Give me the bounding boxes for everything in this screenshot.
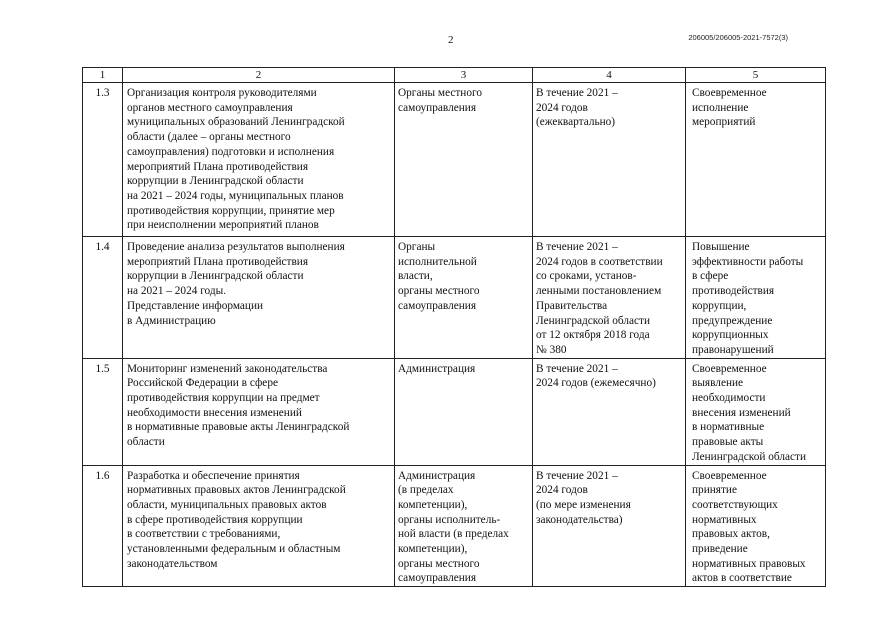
activity-cell: Проведение анализа результатов выполнения мероприятий Плана противодействия коррупции в Ленинградской области на 2021 – 2024 годы. Представление информации в Администрацию xyxy=(123,237,395,359)
anti-corruption-plan-table xyxy=(82,67,826,587)
result-cell: Повышение эффективности работы в сфере противодействия коррупции, предупреждение коррупционных правонарушений xyxy=(686,237,826,359)
column-header: 3 xyxy=(395,68,533,83)
executors-cell: Органы местного самоуправления xyxy=(395,83,533,237)
executors-cell: Органы исполнительной власти, органы местного самоуправления xyxy=(395,237,533,359)
deadline-cell: В течение 2021 – 2024 годов (ежемесячно) xyxy=(533,358,686,465)
column-header: 5 xyxy=(686,68,826,83)
executors-cell: Администрация (в пределах компетенции), органы исполнитель- ной власти (в пределах компетенции), органы местного самоуправления xyxy=(395,465,533,587)
result-cell: Своевременное принятие соответствующих нормативных правовых актов, приведение нормативных правовых актов в соответствие xyxy=(686,465,826,587)
deadline-cell: В течение 2021 – 2024 годов (по мере изменения законодательства) xyxy=(533,465,686,587)
table-row xyxy=(83,237,826,359)
column-header: 1 xyxy=(83,68,123,83)
table-row xyxy=(83,465,826,587)
deadline-cell: В течение 2021 – 2024 годов в соответствии со сроками, установ- ленными постановлением Правительства Ленинградской области от 12 октября 2018 года № 380 xyxy=(533,237,686,359)
result-cell: Своевременное выявление необходимости внесения изменений в нормативные правовые акты Ленинградской области xyxy=(686,358,826,465)
row-number: 1.4 xyxy=(83,237,123,359)
document-id: 206005/206005-2021-7572(3) xyxy=(688,33,788,42)
page-number: 2 xyxy=(448,34,454,46)
column-header: 2 xyxy=(123,68,395,83)
activity-cell: Разработка и обеспечение принятия нормативных правовых актов Ленинградской области, муниципальных правовых актов в сфере противодействия коррупции в соответствии с требованиями, установленными федеральным и областным законодательством xyxy=(123,465,395,587)
table-row xyxy=(83,83,826,237)
row-number: 1.3 xyxy=(83,83,123,237)
executors-cell: Администрация xyxy=(395,358,533,465)
row-number: 1.5 xyxy=(83,358,123,465)
table-row xyxy=(83,358,826,465)
deadline-cell: В течение 2021 – 2024 годов (ежеквартально) xyxy=(533,83,686,237)
column-number-row xyxy=(83,68,826,83)
column-header: 4 xyxy=(533,68,686,83)
row-number: 1.6 xyxy=(83,465,123,587)
result-cell: Своевременное исполнение мероприятий xyxy=(686,83,826,237)
activity-cell: Организация контроля руководителями органов местного самоуправления муниципальных образований Ленинградской области (далее – органы местного самоуправления) подготовки и исполнения мероприятий Плана противодействия коррупции в Ленинградской области на 2021 – 2024 годы, муниципальных планов противодействия коррупции, принятие мер при неисполнении мероприятий планов xyxy=(123,83,395,237)
activity-cell: Мониторинг изменений законодательства Российской Федерации в сфере противодействия коррупции на предмет необходимости внесения изменений в нормативные правовые акты Ленинградской области xyxy=(123,358,395,465)
